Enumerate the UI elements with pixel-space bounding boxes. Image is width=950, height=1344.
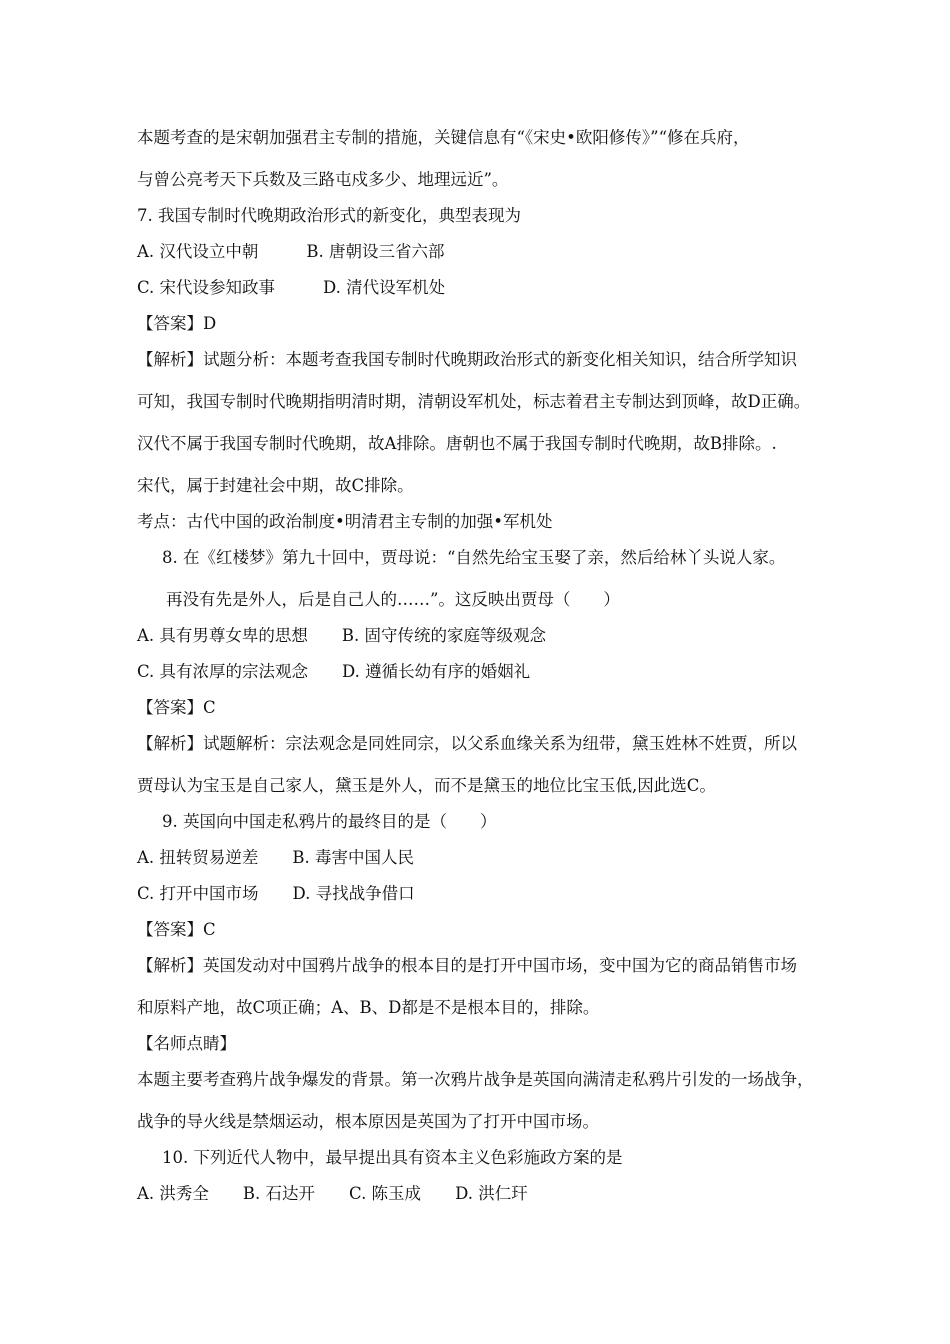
- option-a: A. 扭转贸易逆差: [137, 848, 259, 867]
- option-a: A. 汉代设立中朝: [137, 242, 259, 261]
- option-b: B. 毒害中国人民: [292, 848, 415, 867]
- question-8-continued: 再没有先是外人，后是自己人的……”。这反映出贾母（ ）: [166, 590, 620, 609]
- option-b: B. 唐朝设三省六部: [306, 242, 445, 261]
- analysis: 【解析】试题解析：宗法观念是同姓同宗，以父系血缘关系为纽带，黛玉姓林不姓贾，所以: [137, 734, 797, 753]
- option-a: A. 具有男尊女卑的思想: [137, 626, 308, 645]
- analysis: 宋代，属于封建社会中期，故C排除。: [137, 476, 414, 495]
- option-c: C. 陈玉成: [349, 1184, 422, 1203]
- option-b: B. 石达开: [242, 1184, 316, 1203]
- question-7-options-row-2: [137, 277, 830, 299]
- text-line: 本题考查的是宋朝加强君主专制的措施，关键信息有“《宋史•欧阳修传》”“修在兵府，: [137, 128, 750, 147]
- teacher-tip-heading: 【名师点睛】: [137, 1034, 236, 1053]
- question-8-options-row-2: [137, 661, 830, 683]
- teacher-tip: 战争的导火线是禁烟运动，根本原因是英国为了打开中国市场。: [137, 1112, 599, 1131]
- question-7-options-row-1: [137, 241, 830, 263]
- answer: 【答案】C: [137, 920, 216, 939]
- analysis: 和原料产地，故C项正确；A、B、D都是不是根本目的，排除。: [137, 998, 600, 1017]
- analysis: 汉代不属于我国专制时代晚期，故A排除。唐朝也不属于我国专制时代晚期，故B排除。.: [137, 434, 777, 453]
- option-c: C. 具有浓厚的宗法观念: [137, 662, 309, 681]
- option-d: D. 遵循长幼有序的婚姻礼: [342, 662, 531, 681]
- option-c: C. 宋代设参知政事: [137, 278, 276, 297]
- key-point: 考点：古代中国的政治制度•明清君主专制的加强•军机处: [137, 512, 553, 531]
- option-b: B. 固守传统的家庭等级观念: [341, 626, 547, 645]
- option-c: C. 打开中国市场: [137, 884, 259, 903]
- question-9-options-row-2: [137, 883, 830, 905]
- question-8: 8. 在《红楼梦》第九十回中，贾母说：“自然先给宝玉娶了亲，然后给林丫头说人家。: [162, 548, 786, 567]
- question-10: 10. 下列近代人物中，最早提出具有资本主义色彩施政方案的是: [162, 1148, 623, 1167]
- option-d: D. 洪仁玕: [455, 1184, 528, 1203]
- analysis: 贾母认为宝玉是自己家人，黛玉是外人，而不是黛玉的地位比宝玉低,因此选C。: [137, 776, 716, 795]
- analysis: 【解析】试题分析：本题考查我国专制时代晚期政治形式的新变化相关知识，结合所学知识: [137, 350, 797, 369]
- analysis: 【解析】英国发动对中国鸦片战争的根本目的是打开中国市场，变中国为它的商品销售市场: [137, 956, 797, 975]
- analysis: 可知，我国专制时代晚期指明清时期，清朝设军机处，标志着君主专制达到顶峰，故D正确。: [137, 392, 811, 411]
- answer: 【答案】C: [137, 698, 216, 717]
- answer: 【答案】D: [137, 314, 217, 333]
- option-d: D. 寻找战争借口: [292, 884, 415, 903]
- question-7: 7. 我国专制时代晚期政治形式的新变化，典型表现为: [137, 206, 521, 225]
- question-9: 9. 英国向中国走私鸦片的最终目的是（ ）: [162, 812, 497, 831]
- teacher-tip: 本题主要考查鸦片战争爆发的背景。第一次鸦片战争是英国向满清走私鸦片引发的一场战争，: [137, 1070, 814, 1089]
- option-d: D. 清代设军机处: [323, 278, 446, 297]
- question-9-options-row-1: [137, 847, 830, 869]
- question-8-options-row-1: [137, 625, 830, 647]
- question-10-options: [137, 1183, 830, 1205]
- text-line: 与曾公亮考天下兵数及三路屯戍多少、地理远近”。: [137, 170, 509, 189]
- option-a: A. 洪秀全: [137, 1184, 209, 1203]
